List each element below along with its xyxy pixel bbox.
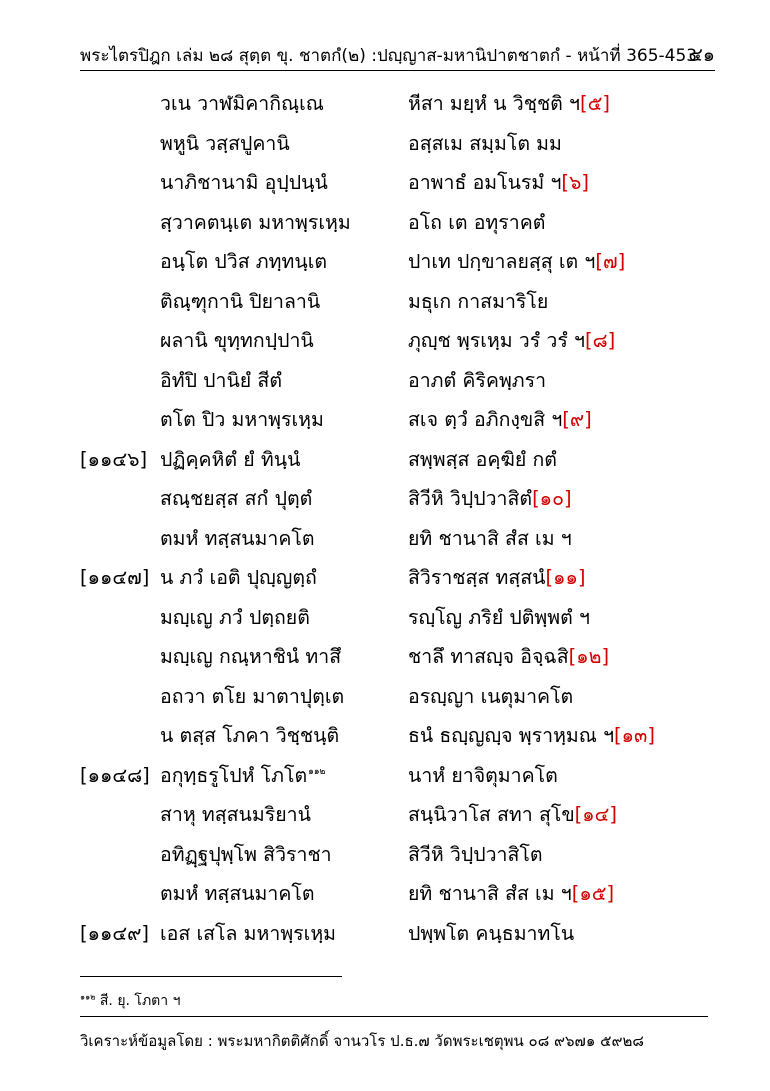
verse-first-half-text: ตมหํ ทสฺสนมาคโต xyxy=(160,526,315,550)
footer-divider xyxy=(80,1016,708,1017)
verse-first-half-text: น ตสฺส โภคา วิชฺชนฺติ xyxy=(160,724,340,747)
verse-second-half-text: ยทิ ชานาสิ สํส เม ฯ xyxy=(408,882,572,905)
verse-second-half xyxy=(408,562,585,593)
page-header-title: พระไตรปิฎก เล่ม ๒๘ สุตฺต ขุ. ชาตกํ(๒) :ปญฺญาส-มหานิปาตชาตกํ - หน้าที่ 365-453 xyxy=(80,46,698,66)
verse-second-half-text: ยทิ ชานาสิ สํส เม ฯ xyxy=(408,526,572,550)
verse-second-half-text: อสฺสเม สมฺมโต มม xyxy=(408,131,562,155)
verse-first-half-text: ตโต ปิว มหาพฺรเหฺม xyxy=(160,408,324,431)
verse-tag: [๙] xyxy=(562,408,592,431)
verse-first-half xyxy=(160,404,324,435)
verse-second-half xyxy=(408,918,574,949)
verse-number: [๑๑๔๗] xyxy=(80,566,150,589)
verse-line xyxy=(0,795,770,835)
verse-second-half xyxy=(408,641,609,672)
header-divider xyxy=(80,70,715,71)
verse-second-half xyxy=(408,760,558,791)
verse-line xyxy=(0,637,770,677)
verse-line xyxy=(0,440,770,480)
verse-second-half xyxy=(408,681,573,712)
verse-second-half xyxy=(408,523,572,554)
verse-second-half-text: สนฺนิวาโส สทา สุโข xyxy=(408,803,575,826)
verse-second-half xyxy=(408,404,592,435)
verse-first-half-text: นาภิชานามิ อุปฺปนฺนํ xyxy=(160,171,328,194)
verse-first-half xyxy=(160,444,300,475)
verse-second-half xyxy=(408,839,543,870)
verse-second-half xyxy=(408,128,562,159)
verse-second-half xyxy=(408,246,625,277)
verse-first-half-text: อนฺโต ปวิส ภทฺทนฺเต xyxy=(160,250,328,273)
verse-second-half-text: สิวีหิ วิปฺปวาสิโต xyxy=(408,842,543,866)
verse-line xyxy=(0,677,770,717)
verse-first-half xyxy=(160,88,324,119)
verse-line xyxy=(0,361,770,401)
verse-first-half xyxy=(160,483,312,514)
verse-first-half-text: เอส เสโล มหาพฺรเหฺม xyxy=(160,921,337,945)
verse-first-half xyxy=(160,602,310,633)
verse-first-half-text: อทิฏฺฐปุพฺโพ สิวิราชา xyxy=(160,842,332,866)
verse-line xyxy=(0,914,770,954)
verse-tag: [๑๐] xyxy=(532,487,572,510)
footnote-text: สี. ยุ. โภตา ฯ xyxy=(95,993,181,1009)
verse-second-half-text: สิวีหิ วิปฺปวาสิตํ xyxy=(408,487,533,510)
verse-first-half xyxy=(160,918,336,949)
verse-second-half xyxy=(408,365,546,396)
verse-first-half-text: สฺวาคตนฺเต มหาพฺรเหฺม xyxy=(160,210,351,234)
verse-second-half-text: ปาเท ปกฺขาลยสฺสุ เต ฯ xyxy=(408,250,596,273)
verse-line xyxy=(0,282,770,322)
verse-tag: [๘] xyxy=(585,329,616,352)
verse-second-half-text: อาภตํ คิริคพฺภรา xyxy=(408,368,547,392)
verse-number: [๑๑๔๖] xyxy=(80,447,148,471)
verse-second-half xyxy=(408,325,615,356)
verse-tag: [๑๑] xyxy=(545,566,586,589)
verse-first-half-text: มญฺเญ ภวํ ปตฺถยติ xyxy=(160,605,310,629)
verse-first-half-text: ปฏิคฺคหิตํ ยํ ทินฺนํ xyxy=(160,447,301,471)
verse-line xyxy=(0,479,770,519)
verse-second-half-text: สพฺพสฺส อคฺฆิยํ กตํ xyxy=(408,447,557,471)
verse-second-half xyxy=(408,167,589,198)
verse-line xyxy=(0,84,770,124)
verse-tag: [๖] xyxy=(561,171,590,194)
verse-second-half-text: สเจ ตฺวํ อภิกงฺขสิ ฯ xyxy=(408,408,563,431)
verse-second-half-text: สิวิราชสฺส ทสฺสนํ xyxy=(408,566,546,589)
verse-first-half-text: วเน วาฬมิคากิณฺเณ xyxy=(160,92,324,115)
verse-second-half-text: อรญฺญา เนตุมาคโต xyxy=(408,684,574,708)
verse-line xyxy=(0,203,770,243)
verse-line xyxy=(0,756,770,796)
verse-first-half-text: น ภวํ เอติ ปุญฺญตฺถํ xyxy=(160,566,317,589)
verse-tag: [๑๕] xyxy=(571,882,615,905)
footnote-reference: ๑๑๒ xyxy=(308,767,326,777)
verse-second-half-text: ปพฺพโต คนฺธมาทโน xyxy=(408,921,575,945)
verse-first-half xyxy=(160,286,320,317)
verse-first-half xyxy=(160,365,282,396)
verse-line xyxy=(0,835,770,875)
verse-tag: [๑๓] xyxy=(614,724,655,747)
verse-first-half xyxy=(160,799,311,830)
verse-first-half-text: พหูนิ วสฺสปูคานิ xyxy=(160,131,290,155)
page-footer: วิเคราะห์ข้อมูลโดย : พระมหากิตติศักดิ์ จานวโร ป.ธ.๗ วัดพระเชตุพน ๐๘ ๙๖๗๑ ๕๙๒๘ xyxy=(80,1032,644,1050)
verse-second-half-text: รญฺโญ ภริยํ ปติพฺพตํ ฯ xyxy=(408,605,590,629)
verse-second-half xyxy=(408,286,548,317)
verse-number: [๑๑๔๘] xyxy=(80,763,150,787)
verse-line xyxy=(0,242,770,282)
verse-first-half xyxy=(160,246,327,277)
verse-second-half xyxy=(408,799,617,830)
verse-second-half-text: มธุเก กาสมาริโย xyxy=(408,289,549,313)
footnote xyxy=(80,990,180,1012)
verse-line xyxy=(0,874,770,914)
footnote-mark: ๑๑๒ xyxy=(80,992,96,1002)
verse-second-half xyxy=(408,444,557,475)
verse-number: [๑๑๔๙] xyxy=(80,921,150,945)
page-number: ๔๑ xyxy=(688,44,715,66)
verse-second-half xyxy=(408,602,590,633)
verse-line xyxy=(0,598,770,638)
verse-second-half-text: ชาลึ ทาสญฺจ อิจฺฉสิ xyxy=(408,645,569,668)
verse-first-half xyxy=(160,760,325,791)
verse-tag: [๕] xyxy=(580,92,610,115)
verse-second-half xyxy=(408,207,545,238)
verse-first-half-text: ผลานิ ขุทฺทกปฺปานิ xyxy=(160,329,314,352)
verse-second-half-text: นาหํ ยาจิตุมาคโต xyxy=(408,763,558,787)
verse-first-half-text: ตมหํ ทสฺสนมาคโต xyxy=(160,882,315,905)
verse-line xyxy=(0,519,770,559)
verse-first-half xyxy=(160,167,328,198)
verse-second-half xyxy=(408,88,610,119)
verse-line xyxy=(0,163,770,203)
verse-first-half-text: อกุทฺธรูโปหํ โภโต xyxy=(160,763,308,787)
verse-first-half xyxy=(160,207,351,238)
verse-tag: [๑๒] xyxy=(568,645,610,668)
verse-first-half xyxy=(160,878,315,909)
verse-list xyxy=(0,84,770,953)
verse-first-half xyxy=(160,523,315,554)
verse-line xyxy=(0,558,770,598)
verse-first-half-text: สาหุ ทสฺสนมริยานํ xyxy=(160,803,311,826)
verse-first-half xyxy=(160,681,344,712)
verse-line xyxy=(0,321,770,361)
verse-second-half-text: อโถ เต อทุราคตํ xyxy=(408,210,546,234)
verse-first-half-text: อิทํปิ ปานิยํ สีตํ xyxy=(160,368,282,392)
verse-second-half-text: ธนํ ธญฺญญฺจ พฺราหฺมณ ฯ xyxy=(408,724,615,747)
verse-first-half xyxy=(160,325,314,356)
verse-first-half-text: สณฺชยสฺส สกํ ปุตฺตํ xyxy=(160,487,313,510)
verse-first-half-text: ติณฺฑุกานิ ปิยาลานิ xyxy=(160,289,321,313)
verse-second-half xyxy=(408,878,614,909)
verse-line xyxy=(0,716,770,756)
verse-second-half-text: อาพาธํ อมโนรมํ ฯ xyxy=(408,171,562,194)
verse-first-half-text: มญฺเญ กณฺหาชินํ ทาสึ xyxy=(160,645,342,668)
verse-first-half xyxy=(160,562,317,593)
verse-first-half xyxy=(160,128,290,159)
verse-first-half xyxy=(160,720,339,751)
verse-tag: [๗] xyxy=(595,250,626,273)
verse-second-half xyxy=(408,720,655,751)
verse-first-half xyxy=(160,641,341,672)
verse-first-half-text: อถวา ตโย มาตาปุตฺเต xyxy=(160,684,345,708)
verse-line xyxy=(0,124,770,164)
verse-first-half xyxy=(160,839,332,870)
footnote-divider xyxy=(80,976,342,977)
verse-line xyxy=(0,400,770,440)
verse-second-half-text: ภุญฺช พฺรเหฺม วรํ วรํ ฯ xyxy=(408,329,585,352)
verse-tag: [๑๔] xyxy=(574,803,618,826)
verse-second-half xyxy=(408,483,572,514)
verse-second-half-text: หีสา มยฺหํ น วิชฺชติ ฯ xyxy=(408,92,580,115)
